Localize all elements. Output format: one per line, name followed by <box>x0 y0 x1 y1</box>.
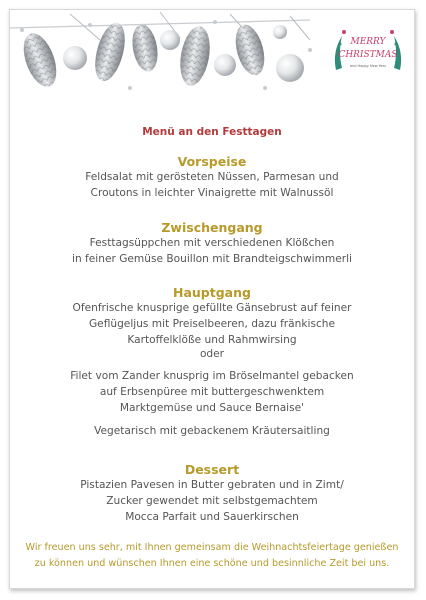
merry-christmas-badge <box>328 22 408 80</box>
menu-line: Festtagsüppchen mit verschiedenen Klößchen <box>89 237 335 249</box>
menu-line: Feldsalat mit gerösteten Nüssen, Parmesan und <box>85 171 339 183</box>
menu-or-separator: oder <box>199 348 225 360</box>
menu-card <box>9 9 415 589</box>
menu-title: Menü an den Festtagen <box>142 126 282 138</box>
menu-line: Pistazien Pavesen in Butter gebraten und in Zimt/ <box>80 479 344 491</box>
menu-line: Filet vom Zander knusprig im Bröselmantel gebacken <box>70 370 354 382</box>
menu-line: auf Erbsenpüree mit buttergeschwenktem <box>99 386 325 398</box>
menu-line: Marktgemüse und Sauce Bernaise' <box>119 402 305 414</box>
menu-line: in feiner Gemüse Bouillon mit Brandteigschwimmerli <box>72 253 352 265</box>
section-body-vorspeise <box>20 169 404 201</box>
section-body-zwischengang <box>20 235 404 267</box>
footer-line: Wir freuen uns sehr, mit Ihnen gemeinsam die Weihnachtsfeiertage genießen <box>25 542 399 553</box>
section-heading-dessert: Dessert <box>184 462 240 477</box>
section-heading-vorspeise: Vorspeise <box>177 154 247 169</box>
menu-line: Ofenfrische knusprige gefüllte Gänsebrust auf feiner <box>72 302 352 314</box>
svg-text:and Happy New Year: and Happy New Year <box>349 64 387 68</box>
footer-line: zu können und wünschen Ihnen eine schöne und besinnliche Zeit bei uns. <box>34 558 390 569</box>
section-heading-zwischengang: Zwischengang <box>161 220 263 235</box>
menu-line: Kartoffelklöße und Rahmwirsing <box>127 334 297 346</box>
section-heading-hauptgang: Hauptgang <box>173 285 251 300</box>
menu-line: Zucker gewendet mit selbstgemachtem <box>106 495 318 507</box>
footer-message <box>10 540 414 572</box>
section-body-hauptgang-option2 <box>20 368 404 416</box>
section-body-hauptgang-option3: Vegetarisch mit gebackenem Kräutersaitling <box>94 425 330 437</box>
svg-text:CHRISTMAS: CHRISTMAS <box>338 50 398 60</box>
menu-line: Geflügeljus mit Preiselbeeren, dazu fränkische <box>88 318 336 330</box>
menu-line: Croutons in leichter Vinaigrette mit Walnussöl <box>90 187 334 199</box>
section-body-hauptgang-option1 <box>20 300 404 348</box>
menu-line: Mocca Parfait und Sauerkirschen <box>125 511 299 523</box>
section-body-dessert <box>20 477 404 525</box>
svg-text:MERRY: MERRY <box>350 37 386 47</box>
